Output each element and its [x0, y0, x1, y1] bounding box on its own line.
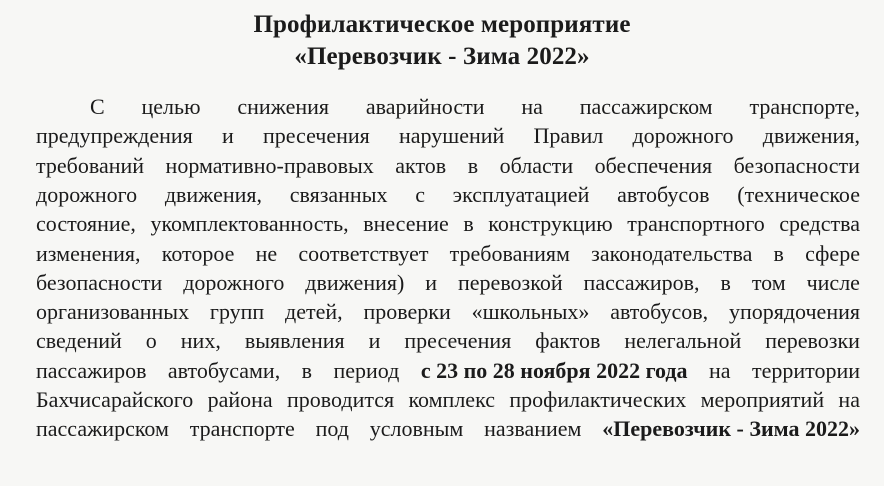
paragraph-word: Бахчисарайского — [36, 387, 194, 412]
paragraph-word: групп — [209, 299, 265, 325]
document-title-line-1: Профилактическое мероприятие — [253, 11, 631, 38]
paragraph-word: в — [720, 269, 731, 295]
paragraph-word: на — [521, 94, 543, 119]
document-title-line-2: «Перевозчик - Зима 2022» — [294, 43, 590, 70]
paragraph-word: обеспечения — [594, 152, 713, 178]
paragraph-line — [36, 239, 860, 268]
paragraph-word: пассажиров, — [583, 269, 700, 295]
paragraph-word: нарушений — [399, 123, 505, 149]
paragraph-word: сведений — [36, 328, 122, 354]
paragraph-word: них, — [180, 328, 221, 354]
paragraph-word: территории — [751, 357, 860, 383]
paragraph-word: и — [368, 328, 381, 354]
paragraph-word: в — [301, 357, 313, 383]
paragraph-word: дорожного — [632, 123, 734, 149]
paragraph-word: не — [255, 240, 278, 266]
paragraph-word: конструкцию — [488, 211, 613, 237]
paragraph-word: средства — [779, 211, 860, 237]
paragraph-line — [36, 180, 860, 209]
paragraph-word: фактов — [535, 328, 601, 354]
paragraph-word: транспорте — [189, 416, 295, 442]
paragraph-word: транспортного — [627, 211, 765, 237]
paragraph-word: комплекс — [408, 387, 495, 412]
paragraph-word: требований — [36, 152, 145, 178]
paragraph-word: связанных — [289, 181, 388, 207]
paragraph-word: мероприятий — [700, 387, 825, 412]
paragraph-line — [36, 414, 860, 443]
paragraph-word: автобусов — [617, 181, 710, 207]
paragraph-word: автобусов, — [610, 299, 709, 325]
paragraph-line — [36, 121, 860, 150]
paragraph-word: том — [751, 269, 786, 295]
paragraph-line — [36, 326, 860, 355]
paragraph-word: актов — [395, 152, 447, 178]
paragraph-line — [36, 268, 860, 297]
paragraph-word: сфере — [805, 240, 860, 266]
highlighted-text: «Перевозчик - Зима 2022» — [602, 416, 860, 442]
paragraph-word: движения) — [305, 269, 405, 295]
paragraph-word: в — [467, 152, 479, 178]
paragraph-line — [36, 385, 860, 414]
paragraph-word: о — [145, 328, 157, 354]
paragraph-word: пресечения — [262, 123, 370, 149]
paragraph-word: пассажиров — [36, 357, 147, 383]
paragraph-word: аварийности — [365, 94, 485, 119]
paragraph-word: пассажирском — [36, 416, 169, 442]
paragraph-word: снижения — [237, 94, 329, 119]
paragraph-word: изменения, — [36, 240, 141, 266]
paragraph-word: целью — [141, 94, 201, 119]
paragraph-word: упорядочения — [728, 299, 860, 325]
paragraph-word: названием — [484, 416, 582, 442]
paragraph-word: предупреждения — [36, 123, 193, 149]
paragraph-word: безопасности — [36, 269, 163, 295]
paragraph-line — [36, 297, 860, 326]
paragraph-word: организованных — [36, 299, 190, 325]
paragraph-word: период — [333, 357, 400, 383]
paragraph-word: состояние, — [36, 211, 136, 237]
paragraph-word: пресечения — [404, 328, 512, 354]
paragraph-word: соответствует — [298, 240, 429, 266]
paragraph-word: автобусами, — [167, 357, 281, 383]
paragraph-word: перевозки — [765, 328, 860, 354]
paragraph-word: (техническое — [737, 181, 860, 207]
paragraph-word: С — [90, 94, 105, 119]
paragraph-word: внесение — [363, 211, 449, 237]
paragraph-word: транспорте, — [749, 94, 860, 119]
paragraph-word: Правил — [533, 123, 604, 149]
paragraph-word: которое — [161, 240, 235, 266]
paragraph-word: укомплектованность, — [150, 211, 349, 237]
paragraph-word: проверки — [363, 299, 451, 325]
paragraph-word: с — [415, 181, 425, 207]
paragraph-line — [90, 92, 860, 121]
paragraph-line — [36, 151, 860, 180]
paragraph-word: на — [708, 357, 731, 383]
paragraph-line — [36, 209, 860, 238]
paragraph-word: под — [315, 416, 349, 442]
paragraph-line — [36, 356, 860, 385]
paragraph-word: движения, — [164, 181, 263, 207]
paragraph-word: выявления — [244, 328, 345, 354]
paragraph-word: условным — [369, 416, 464, 442]
paragraph-word: в — [773, 240, 784, 266]
paragraph-word: законодательства — [591, 240, 753, 266]
paragraph-word: в — [463, 211, 474, 237]
paragraph-word: движения, — [762, 123, 860, 149]
paragraph-word: перевозкой — [458, 269, 563, 295]
paragraph-word: требованиям — [449, 240, 570, 266]
paragraph-word: и — [425, 269, 438, 295]
highlighted-text: с 23 по 28 ноября 2022 года — [420, 357, 688, 383]
paragraph-word: дорожного — [183, 269, 285, 295]
paragraph-word: эксплуатацией — [452, 181, 590, 207]
paragraph-word: детей, — [285, 299, 343, 325]
paragraph-word: нормативно-правовых — [165, 152, 374, 178]
paragraph-word: области — [499, 152, 574, 178]
paragraph-word: нелегальной — [624, 328, 742, 354]
paragraph-word: проводится — [287, 387, 395, 412]
paragraph-word: профилактических — [509, 387, 687, 412]
paragraph-word: района — [207, 387, 273, 412]
paragraph-word: на — [838, 387, 860, 412]
paragraph-word: безопасности — [733, 152, 860, 178]
paragraph-word: пассажирском — [579, 94, 713, 119]
paragraph-word: и — [222, 123, 234, 149]
paragraph-word: дорожного — [36, 181, 138, 207]
paragraph-word: «школьных» — [471, 299, 590, 325]
paragraph-word: числе — [806, 269, 860, 295]
